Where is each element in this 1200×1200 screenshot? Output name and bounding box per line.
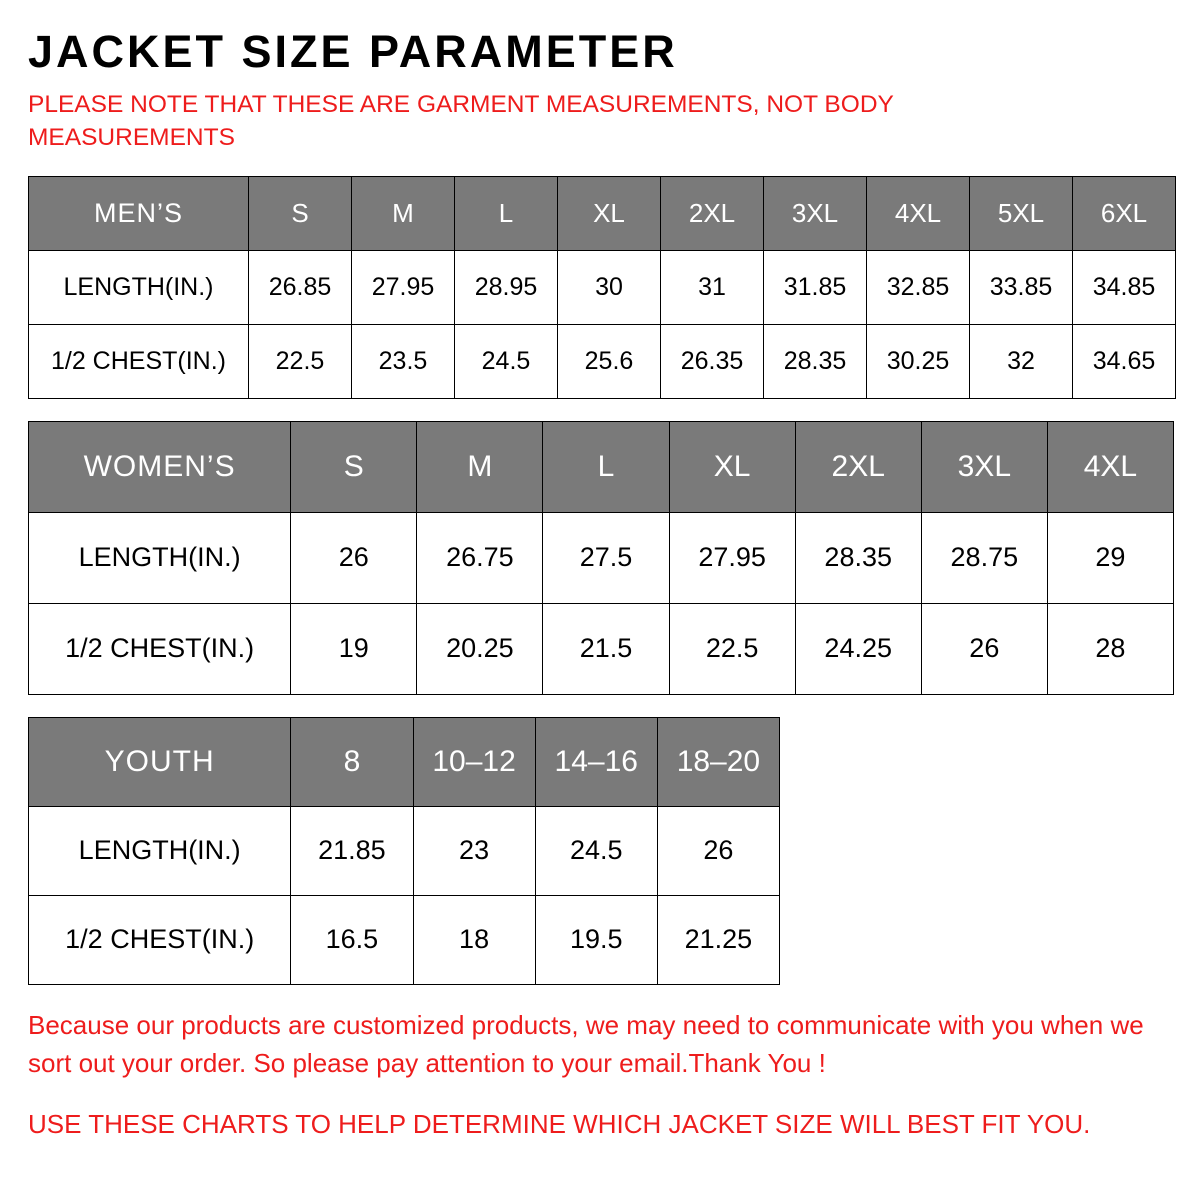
cell-value: 22.5: [249, 324, 352, 398]
cell-value: 28: [1047, 603, 1173, 694]
cell-value: 31: [661, 250, 764, 324]
cell-value: 20.25: [417, 603, 543, 694]
measurement-note: PLEASE NOTE THAT THESE ARE GARMENT MEASUREMENTS, NOT BODY MEASUREMENTS: [28, 91, 894, 151]
cell-value: 26.85: [249, 250, 352, 324]
table-header-row: [29, 717, 780, 806]
cell-value: 28.35: [795, 512, 921, 603]
row-label: LENGTH(IN.): [29, 806, 291, 895]
cell-value: 21.85: [291, 806, 413, 895]
cell-value: 22.5: [669, 603, 795, 694]
row-label: 1/2 CHEST(IN.): [29, 324, 249, 398]
column-header: YOUTH: [29, 717, 291, 806]
cell-value: 23: [413, 806, 535, 895]
row-label: LENGTH(IN.): [29, 250, 249, 324]
cell-value: 33.85: [970, 250, 1073, 324]
column-header: 6XL: [1073, 176, 1176, 250]
cell-value: 28.95: [455, 250, 558, 324]
table-row: [29, 603, 1174, 694]
footer-notes: [28, 1007, 1172, 1144]
column-header: L: [455, 176, 558, 250]
cell-value: 34.65: [1073, 324, 1176, 398]
column-header: WOMEN’S: [29, 421, 291, 512]
table-row: [29, 324, 1176, 398]
cell-value: 26.75: [417, 512, 543, 603]
cell-value: 26: [921, 603, 1047, 694]
cell-value: 28.35: [764, 324, 867, 398]
cell-value: 31.85: [764, 250, 867, 324]
column-header: M: [352, 176, 455, 250]
cell-value: 26.35: [661, 324, 764, 398]
cell-value: 23.5: [352, 324, 455, 398]
column-header: 4XL: [1047, 421, 1173, 512]
cell-value: 26: [291, 512, 417, 603]
table-row: [29, 250, 1176, 324]
footer-note-charts: USE THESE CHARTS TO HELP DETERMINE WHICH JACKET SIZE WILL BEST FIT YOU.: [28, 1109, 1091, 1140]
column-header: M: [417, 421, 543, 512]
column-header: S: [291, 421, 417, 512]
mens-size-table: [28, 176, 1176, 399]
cell-value: 27.5: [543, 512, 669, 603]
column-header: 3XL: [921, 421, 1047, 512]
cell-value: 27.95: [669, 512, 795, 603]
column-header: XL: [669, 421, 795, 512]
column-header: 14–16: [535, 717, 657, 806]
column-header: 10–12: [413, 717, 535, 806]
column-header: XL: [558, 176, 661, 250]
cell-value: 26: [657, 806, 779, 895]
column-header: 18–20: [657, 717, 779, 806]
cell-value: 28.75: [921, 512, 1047, 603]
cell-value: 19.5: [535, 895, 657, 984]
cell-value: 30: [558, 250, 661, 324]
cell-value: 34.85: [1073, 250, 1176, 324]
cell-value: 24.5: [535, 806, 657, 895]
footer-note-customized: Because our products are customized products, we may need to communicate with you when we sort out your order. So please pay attention to your email.Thank You !: [28, 1009, 1144, 1078]
cell-value: 29: [1047, 512, 1173, 603]
column-header: 2XL: [795, 421, 921, 512]
cell-value: 32: [970, 324, 1073, 398]
cell-value: 24.5: [455, 324, 558, 398]
column-header: 3XL: [764, 176, 867, 250]
row-label: 1/2 CHEST(IN.): [29, 603, 291, 694]
cell-value: 19: [291, 603, 417, 694]
womens-size-table: [28, 421, 1174, 695]
table-row: [29, 895, 780, 984]
column-header: 8: [291, 717, 413, 806]
cell-value: 32.85: [867, 250, 970, 324]
column-header: 5XL: [970, 176, 1073, 250]
table-header-row: [29, 176, 1176, 250]
column-header: 4XL: [867, 176, 970, 250]
row-label: 1/2 CHEST(IN.): [29, 895, 291, 984]
table-header-row: [29, 421, 1174, 512]
cell-value: 21.25: [657, 895, 779, 984]
table-row: [29, 806, 780, 895]
cell-value: 18: [413, 895, 535, 984]
youth-size-table: [28, 717, 780, 985]
column-header: L: [543, 421, 669, 512]
page-title: JACKET SIZE PARAMETER: [28, 26, 678, 77]
cell-value: 16.5: [291, 895, 413, 984]
cell-value: 25.6: [558, 324, 661, 398]
cell-value: 24.25: [795, 603, 921, 694]
cell-value: 30.25: [867, 324, 970, 398]
cell-value: 27.95: [352, 250, 455, 324]
row-label: LENGTH(IN.): [29, 512, 291, 603]
column-header: 2XL: [661, 176, 764, 250]
table-row: [29, 512, 1174, 603]
cell-value: 21.5: [543, 603, 669, 694]
column-header: S: [249, 176, 352, 250]
column-header: MEN’S: [29, 176, 249, 250]
